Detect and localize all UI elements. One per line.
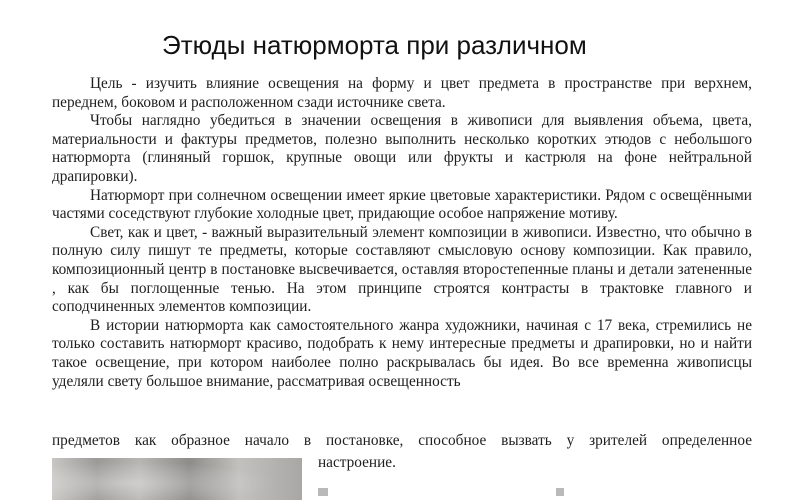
paragraph-goal: Цель - изучить влияние освещения на форму и цвет предмета в пространстве при верхнем, переднем, боковом и расположенном сзади источнике света. [52, 75, 752, 111]
paragraph-composition: Свет, как и цвет, - важный выразительный элемент композиции в живописи. Известно, что обычно в полную силу пишут те предметы, которые составляют смысловую основу композиции. Как правило, композиционный центр в постановке высвечивается, оставляя второстепенные планы и детали затененные , как бы поглощенные тенью. На этом принципе строятся контрасты в трактовке главного и соподчиненных элементов композиции. [52, 223, 752, 316]
footer-text-end: настроение. [318, 454, 396, 471]
cropped-text-fragment [318, 476, 738, 500]
slide-title: Этюды натюрморта при различном [162, 30, 587, 60]
cropped-glyph [556, 488, 564, 496]
cropped-glyph [318, 488, 328, 496]
paragraph-lighting: Чтобы наглядно убедиться в значении освещения в живописи для выявления объема, цвета, материальности и фактуры предметов, полезно выполнить несколько коротких этюдов с небольшого натюрморта (глиняный горшок, крупные овощи или фрукты и кастрюля на фоне нейтральной драпировки). [52, 112, 752, 185]
still-life-photo [52, 458, 302, 500]
paragraph-sunlight: Натюрморт при солнечном освещении имеет яркие цветовые характеристики. Рядом с освещёнными частями соседствуют глубокие холодные цвет, придающие особое напряжение мотиву. [52, 186, 752, 223]
paragraph-history: В истории натюрморта как самостоятельного жанра художники, начиная с 17 века, стремились не только составить натюрморт красиво, подобрать к нему интересные предметы и драпировки, но и найти такое освещение, при котором наиболее полно раскрывалась бы идея. Во все временна живописцы уделяли свету большое внимание, рассматривая освещенность [52, 316, 752, 390]
footer-text-line: предметов как образное начало в постановке, способное вызвать у зрителей определенное [52, 432, 752, 449]
main-text-block [52, 75, 752, 391]
